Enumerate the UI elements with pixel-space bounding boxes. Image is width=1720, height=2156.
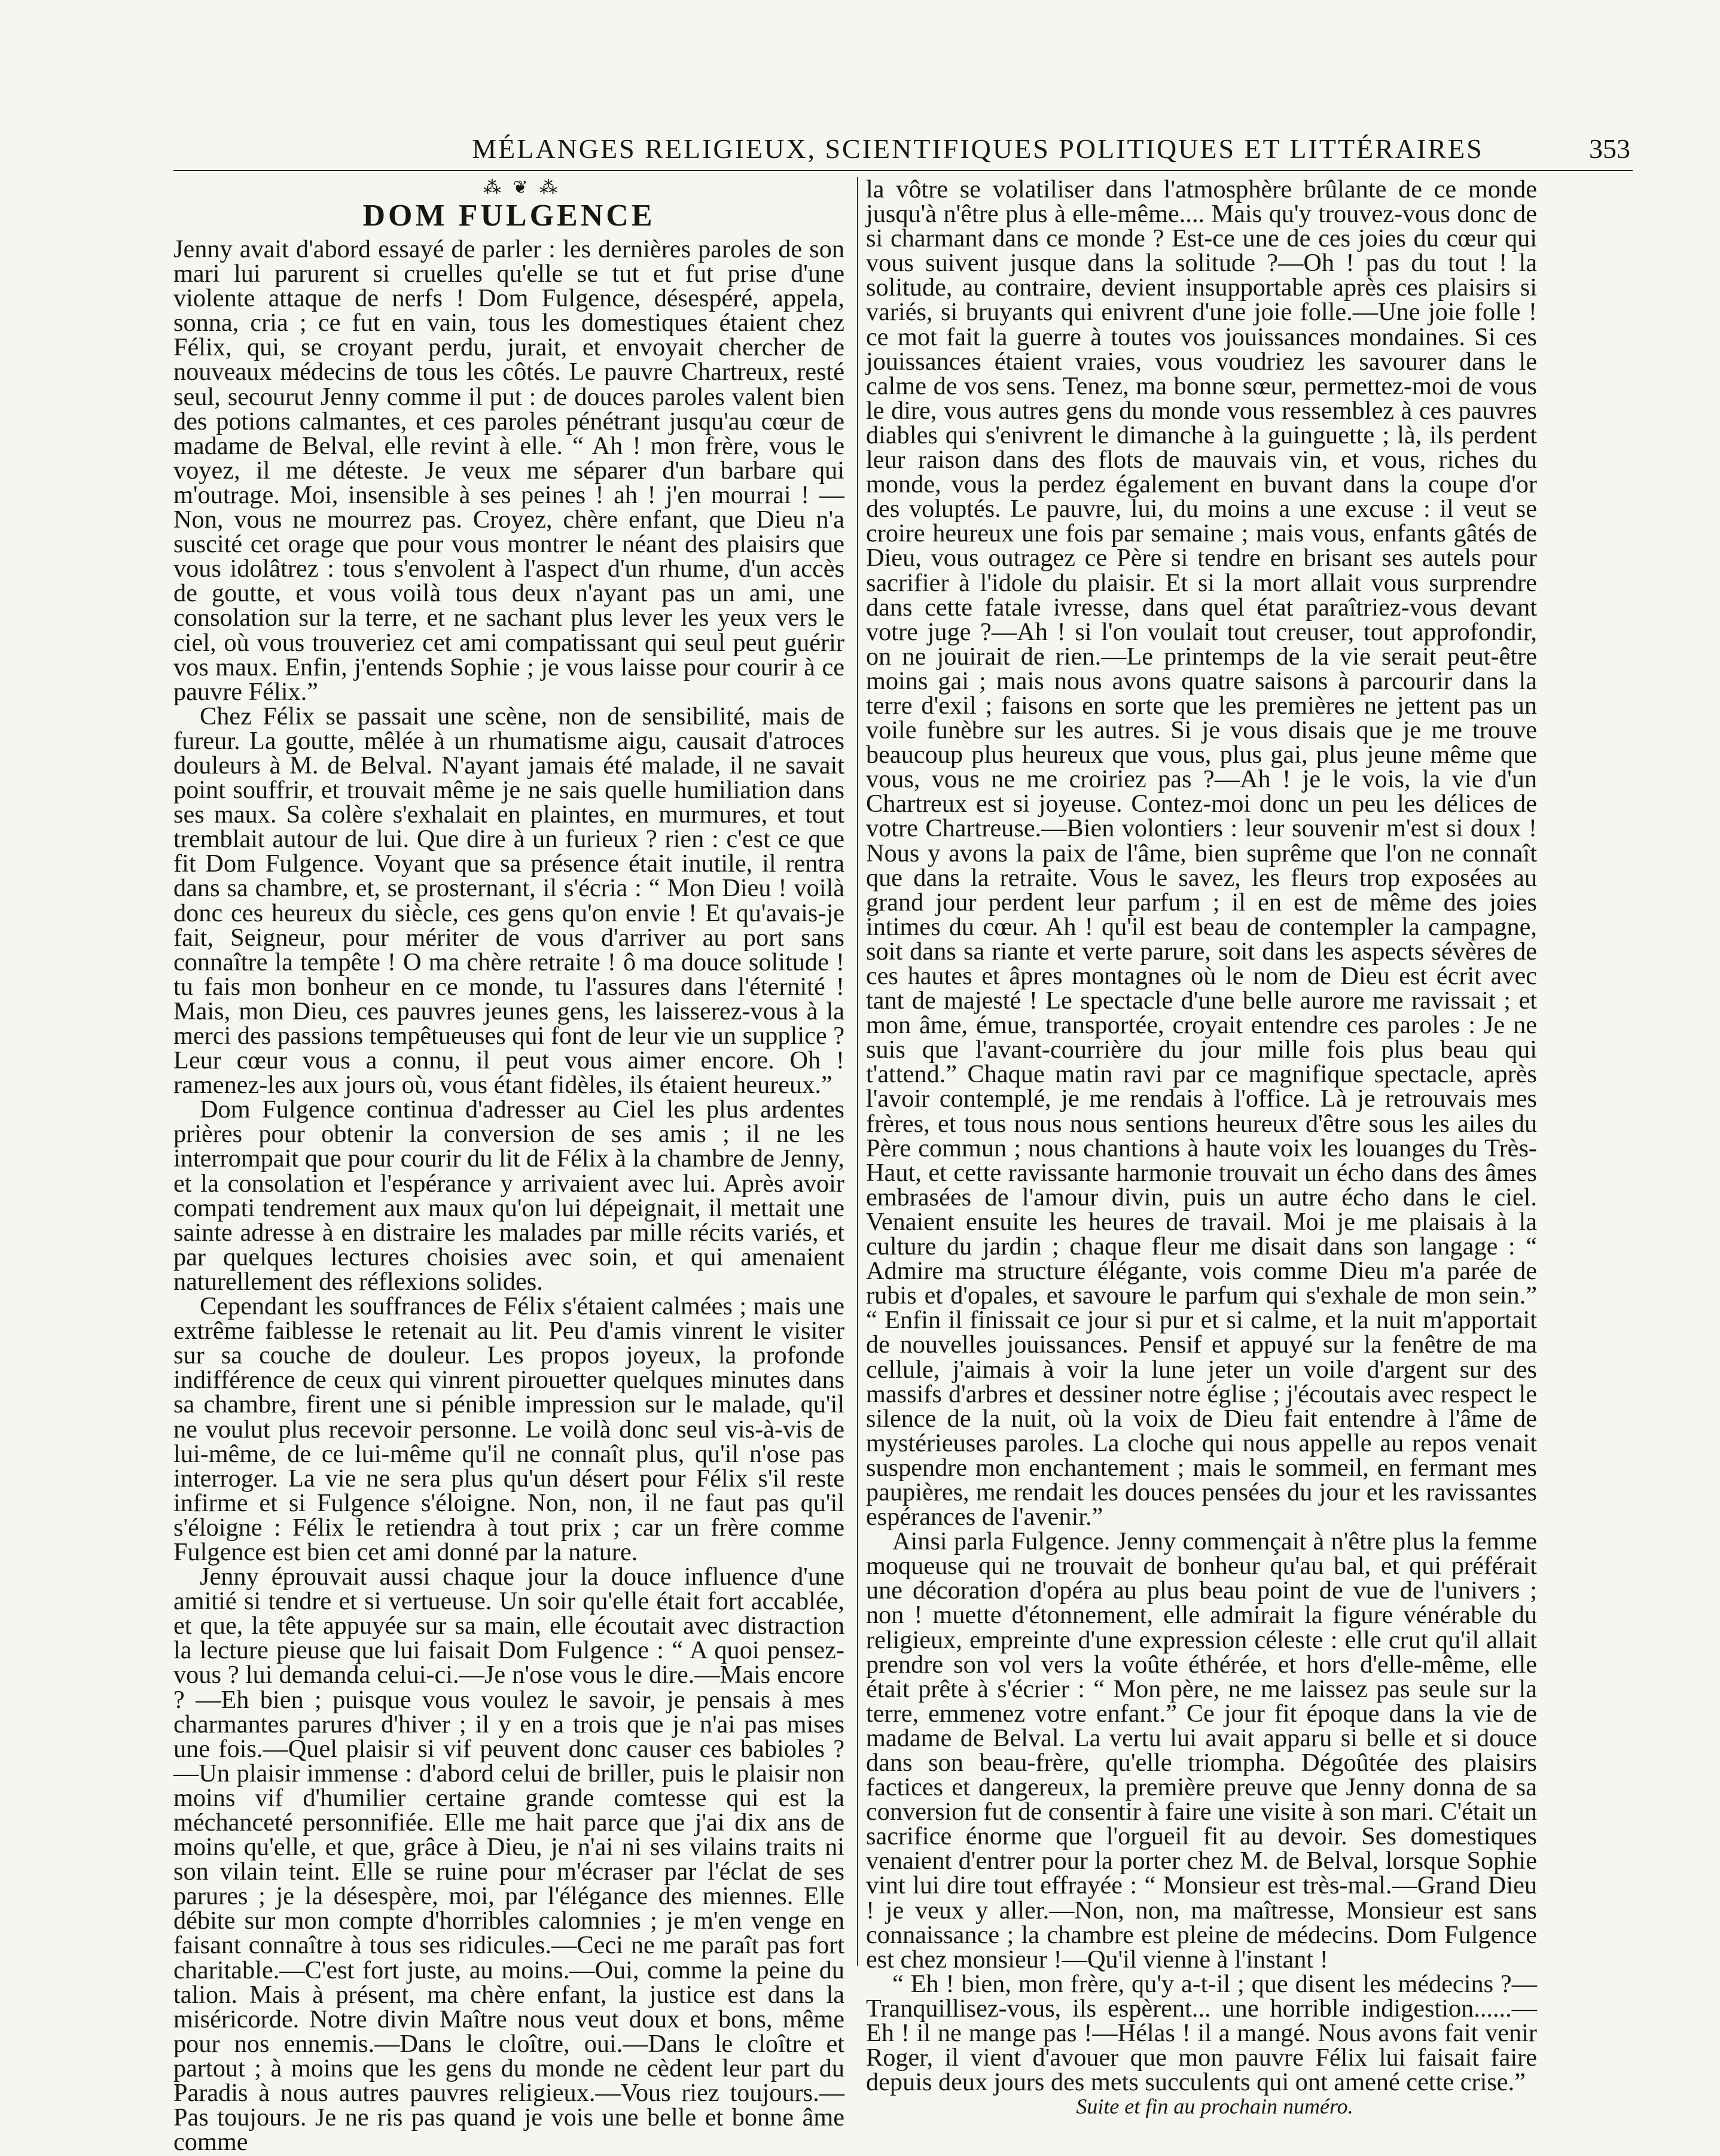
paragraph: Ainsi parla Fulgence. Jenny commençait à n'être plus la femme moqueuse qui ne trouvait de bonheur qu'au bal, et qui préférait une décoration d'opéra au plus beau point de vue de l'univers ; non ! muette d'étonnement, elle admirait la figure vénérable du religieux, empreinte d'une expression céleste : elle crut qu'il allait prendre son vol vers la voûte éthérée, et hors d'elle-même, elle était prête à s'écrier : “ Mon père, ne me laissez pas seule sur la terre, emmenez votre enfant.” Ce jour fit époque dans la vie de madame de Belval. La vertu lui avait apparu si belle et si douce dans son beau-frère, qu'elle triompha. Dégoûtée des plaisirs factices et dangereux, la première preuve que Jenny donna de sa conversion fut de consentir à faire une visite à son mari. C'était un sacrifice énorme que l'orgueil fit au devoir. Ses domestiques venaient d'entrer pour la porter chez M. de Belval, lorsque Sophie vint lui dire tout effrayée : “ Monsieur est très-mal.—Grand Dieu ! je veux y aller.—Non, non, ma maîtresse, Monsieur est sans connaissance ; la chambre est pleine de médecins. Dom Fulgence est chez monsieur !—Qu'il vienne à l'instant !: [866, 1527, 1537, 1974]
left-column: [173, 177, 844, 2156]
paragraph: Dom Fulgence continua d'adresser au Ciel les plus ardentes prières pour obtenir la conversion de ses amis ; il ne les interrompait que pour courir du lit de Félix à la chambre de Jenny, et la consolation et l'espérance y arrivaient avec lui. Après avoir compati tendrement aux maux qu'on lui dépeignait, il mettait une sainte adresse à en distraire les malades par mille récits variés, et par quelques lectures choisies avec soin, et qui amenaient naturellement des réflexions solides.: [173, 1095, 844, 1296]
paragraph: Chez Félix se passait une scène, non de sensibilité, mais de fureur. La goutte, mêlée à un rhumatisme aigu, causait d'atroces douleurs à M. de Belval. N'ayant jamais été malade, il ne savait point souffrir, et trouvait même je ne sais quelle humiliation dans ses maux. Sa colère s'exhalait en plaintes, en murmures, et tout tremblait autour de lui. Que dire à un furieux ? rien : c'est ce que fit Dom Fulgence. Voyant que sa présence était inutile, il rentra dans sa chambre, et, se prosternant, il s'écria : “ Mon Dieu ! voilà donc ces heureux du siècle, ces gens qu'on envie ! Et qu'avais-je fait, Seigneur, pour mériter de vous d'arriver au port sans connaître la tempête ! O ma chère retraite ! ô ma douce solitude ! tu fais mon bonheur en ce monde, tu l'assures dans l'éternité ! Mais, mon Dieu, ces pauvres jeunes gens, les laisserez-vous à la merci des passions tempêtueuses qui font de leur vie un supplice ? Leur cœur vous a connu, il peut vous aimer encore. Oh ! ramenez-les aux jours où, vous étant fidèles, ils étaient heureux.”: [173, 702, 844, 1100]
paragraph: “ Eh ! bien, mon frère, qu'y a-t-il ; que disent les médecins ?—Tranquillisez-vous, ils espèrent... une horrible indigestion......—Eh ! il ne mange pas !—Hélas ! il a mangé. Nous avons fait venir Roger, il vient d'avouer que mon pauvre Félix lui faisait faire depuis deux jours des mets succulents qui ont amené cette crise.”: [866, 1969, 1537, 2097]
running-title: MÉLANGES RELIGIEUX, SCIENTIFIQUES POLITIQUES ET LITTÉRAIRES: [472, 133, 1484, 164]
header-rule: [173, 170, 1633, 171]
article-title: DOM FULGENCE: [362, 199, 655, 233]
continuation-note: Suite et fin au prochain numéro.: [1076, 2094, 1353, 2119]
paragraph: Cependant les souffrances de Félix s'étaient calmées ; mais une extrême faiblesse le retenait au lit. Peu d'amis vinrent le visiter sur sa couche de douleur. Les propos joyeux, la profonde indifférence de ceux qui vinrent pirouetter quelques minutes dans sa chambre, firent une si pénible impression sur le malade, qu'il ne voulut plus recevoir personne. Le voilà donc seul vis-à-vis de lui-même, de ce lui-même qu'il ne connaît plus, qu'il n'ose pas interroger. La vie ne sera plus qu'un désert pour Félix s'il reste infirme et si Fulgence s'éloigne. Non, non, il ne faut pas qu'il s'éloigne : Félix le retiendra à tout prix ; car un frère comme Fulgence est bien cet ami donné par la nature.: [173, 1292, 844, 1566]
paragraph: la vôtre se volatiliser dans l'atmosphère brûlante de ce monde jusqu'à n'être plus à elle-même.... Mais qu'y trouvez-vous donc de si charmant dans ce monde ? Est-ce une de ces joies du cœur qui vous suivent jusque dans la solitude ?—Oh ! pas du tout ! la solitude, au contraire, devient insupportable après ces plaisirs si variés, si bruyants qui enivrent d'une joie folle.—Une joie folle ! ce mot fait la guerre à toutes vos jouissances mondaines. Si ces jouissances étaient vraies, vous voudriez les savourer dans le calme de vos sens. Tenez, ma bonne sœur, permettez-moi de vous le dire, vous autres gens du monde vous ressemblez à ces pauvres diables qui s'enivrent le dimanche à la guinguette ; là, ils perdent leur raison dans des flots de mauvais vin, et vous, riches du monde, vous la perdez également en buvant dans la coupe d'or des voluptés. Le pauvre, lui, du moins a une excuse : il veut se croire heureux une fois par semaine ; mais vous, enfants gâtés de Dieu, vous outragez ce Père si tendre en brisant ses autels pour sacrifier à l'idole du plaisir. Et si la mort allait vous surprendre dans cette fatale ivresse, dans quel état paraîtriez-vous devant votre juge ?—Ah ! si l'on voulait tout creuser, tout approfondir, on ne jouirait de rien.—Le printemps de la vie serait peut-être moins gai ; mais nous avons quatre saisons à parcourir dans la terre d'exil ; faisons en sorte que les premières ne jettent pas un voile funèbre sur les autres. Si je vous disais que je me trouve beaucoup plus heureux que vous, plus gai, plus jeune même que vous, vous ne me croiriez pas ?—Ah ! je le vois, la vie d'un Chartreux est si joyeuse. Contez-moi donc un peu les délices de votre Chartreuse.—Bien volontiers : leur souvenir m'est si doux ! Nous y avons la paix de l'âme, bien suprême que l'on ne connaît que dans la retraite. Vous le savez, les fleurs trop exposées au grand jour perdent leur parfum ; il en est de même des joies intimes du cœur. Ah ! qu'il est beau de contempler la campagne, soit dans sa riante et verte parure, soit dans les aspects sévères de ces hautes et âpres montagnes où le nom de Dieu est écrit avec tant de majesté ! Le spectacle d'une belle aurore me ravissait ; et mon âme, émue, transportée, croyait entendre ces paroles : Je ne suis que l'avant-courrière du jour mille fois plus beau qui t'attend.” Chaque matin ravi par ce magnifique spectacle, après l'avoir contemplé, je me rendais à l'office. Là je retrouvais mes frères, et tous nous nous sentions heureux d'être sous les ailes du Père commun ; nous chantions à haute voix les louanges du Très-Haut, et cette ravissante harmonie trouvait un écho dans des âmes embrasées de l'amour divin, puis un autre écho dans le ciel. Venaient ensuite les heures de travail. Moi je me plaisais à la culture du jardin ; chaque fleur me disait dans son langage : “ Admire ma structure élégante, vois comme Dieu m'a parée de rubis et d'opales, et savoure le parfum qui s'exhale de mon sein.” “ Enfin il finissait ce jour si pur et si calme, et la nuit m'apportait de nouvelles jouissances. Pensif et appuyé sur la fenêtre de ma cellule, j'aimais à voir la lune jeter un voile d'argent sur des massifs d'arbres et dessiner notre église ; j'écoutais avec respect le silence de la nuit, où la voix de Dieu fait entendre à l'âme de mystérieuses paroles. La cloche qui nous appelle au repos venait suspendre mon enchantement ; mais le sommeil, en fermant mes paupières, me rendait les douces pensées du jour et les ravissantes espérances de l'avenir.”: [866, 175, 1537, 1531]
paragraph: Jenny avait d'abord essayé de parler : les dernières paroles de son mari lui parurent si cruelles qu'elle se tut et fut prise d'une violente attaque de nerfs ! Dom Fulgence, désespéré, appela, sonna, cria ; ce fut en vain, tous les domestiques étaient chez Félix, qui, se croyant perdu, jurait, et envoyait chercher de nouveaux médecins de tous les côtés. Le pauvre Chartreux, resté seul, secourut Jenny comme il put : de douces paroles valent bien des potions calmantes, et ces paroles pénétrant jusqu'au cœur de madame de Belval, elle revint à elle. “ Ah ! mon frère, vous le voyez, il me déteste. Je veux me séparer d'un barbare qui m'outrage. Moi, insensible à ses peines ! ah ! j'en mourrai ! —Non, vous ne mourrez pas. Croyez, chère enfant, que Dieu n'a suscité cet orage que pour vous montrer le néant des plaisirs que vous idolâtrez : tous s'envolent à l'aspect d'un rhume, d'un accès de goutte, et vous voilà tous deux n'ayant pas un ami, une consolation sur la terre, et ne sachant plus lever les yeux vers le ciel, où vous trouveriez cet ami compatissant qui seul peut guérir vos maux. Enfin, j'entends Sophie ; je vous laisse pour courir à ce pauvre Félix.”: [173, 235, 844, 706]
ornament-fleuron: ⁂ ❦ ⁂: [483, 178, 562, 197]
column-divider: [857, 177, 858, 1966]
right-column: [866, 175, 1537, 2119]
page-number: 353: [1589, 133, 1630, 164]
paragraph: Jenny éprouvait aussi chaque jour la douce influence d'une amitié si tendre et si vertueuse. Un soir qu'elle était fort accablée, et que, la tête appuyée sur sa main, elle écoutait avec distraction la lecture pieuse que lui faisait Dom Fulgence : “ A quoi pensez-vous ? lui demanda celui-ci.—Je n'ose vous le dire.—Mais encore ? —Eh bien ; puisque vous voulez le savoir, je pensais à mes charmantes parures d'hiver ; il y en a trois que je n'ai pas mises une fois.—Quel plaisir si vif peuvent donc causer ces babioles ?—Un plaisir immense : d'abord celui de briller, puis le plaisir non moins vif d'humilier certaine grande comtesse qui est la méchanceté personnifiée. Elle me hait parce que j'ai dix ans de moins qu'elle, et que, grâce à Dieu, je n'ai ni ses vilains traits ni son vilain teint. Elle se ruine pour m'écraser par l'éclat de ses parures ; je la désespère, moi, par l'élégance des miennes. Elle débite sur mon compte d'horribles calomnies ; je m'en venge en faisant connaître à tous ses ridicules.—Ceci ne me paraît pas fort charitable.—C'est fort juste, au moins.—Oui, comme la peine du talion. Mais à présent, ma chère enfant, la justice est dans la miséricorde. Notre divin Maître nous veut doux et bons, même pour nos ennemis.—Dans le cloître, oui.—Dans le cloître et partout ; à moins que les gens du monde ne cèdent leur part du Paradis à nous autres pauvres religieux.—Vous riez toujours.—Pas toujours. Je ne ris pas quand je vois une belle et bonne âme comme: [173, 1563, 844, 2156]
